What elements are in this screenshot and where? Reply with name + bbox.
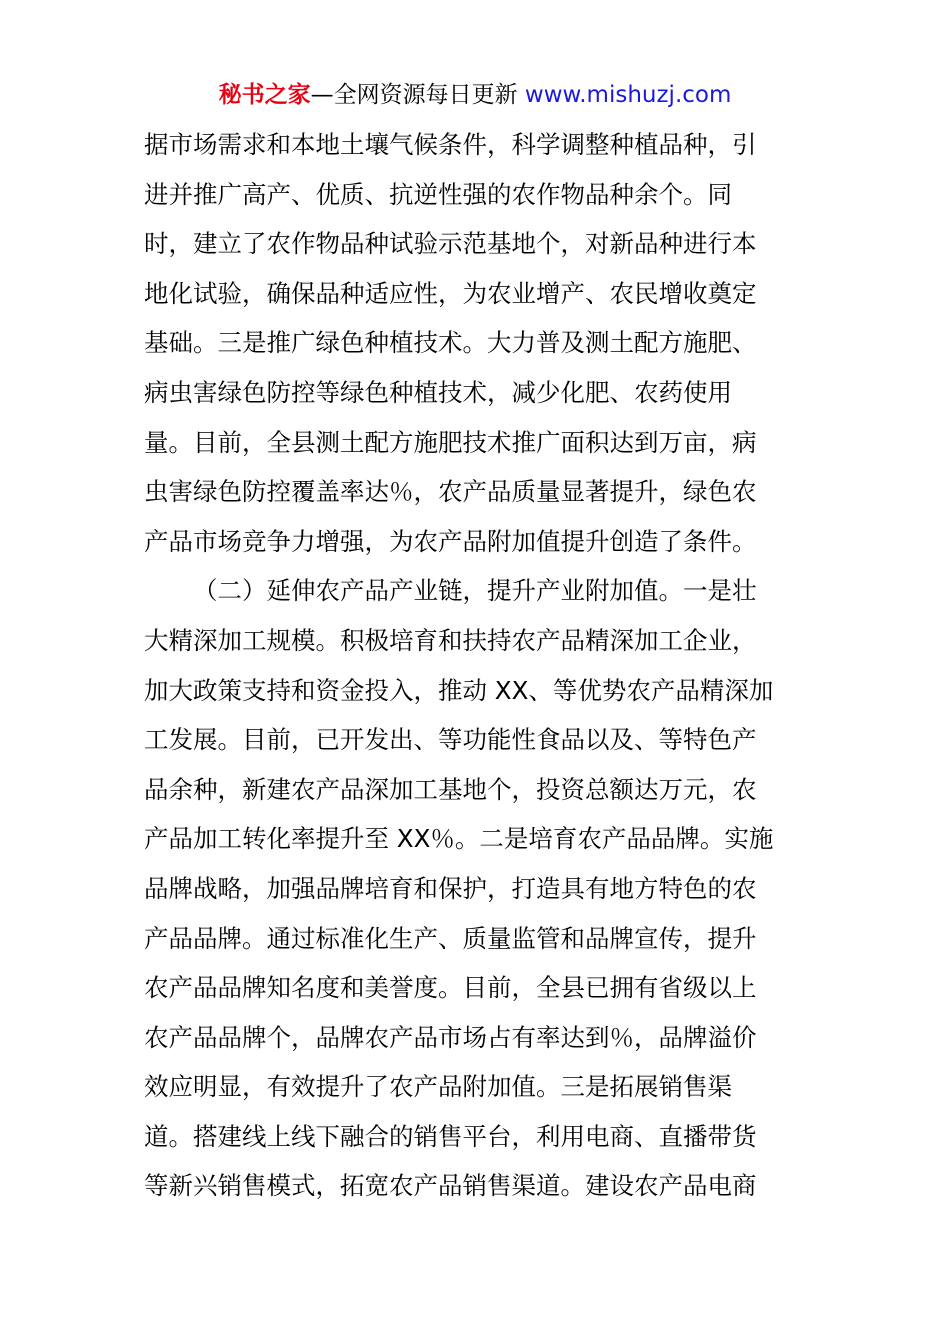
text-line: 道。搭建线上线下融合的销售平台，利用电商、直播带货: [144, 1121, 757, 1151]
text-line: 加大政策支持和资金投入，推动 XX、等优势农产品精深加: [144, 675, 774, 705]
text-line: 大精深加工规模。积极培育和扶持农产品精深加工企业，: [144, 625, 757, 655]
header-tagline: —全网资源每日更新: [310, 82, 518, 108]
header-brand: 秘书之家: [218, 82, 311, 108]
text-line: 品余种，新建农产品深加工基地个，投资总额达万元，农: [144, 774, 757, 804]
text-line: 产品品牌。通过标准化生产、质量监管和品牌宣传，提升: [144, 923, 757, 953]
text-line: 时，建立了农作物品种试验示范基地个，对新品种进行本: [144, 229, 757, 259]
document-body: [144, 120, 810, 1211]
text-line: 量。目前，全县测土配方施肥技术推广面积达到万亩，病: [144, 427, 757, 457]
text-line: 产品市场竞争力增强，为农产品附加值提升创造了条件。: [144, 526, 757, 556]
text-line: 地化试验，确保品种适应性，为农业增产、农民增收奠定: [144, 278, 757, 308]
text-line: 基础。三是推广绿色种植技术。大力普及测土配方施肥、: [144, 328, 757, 358]
header-url-link[interactable]: www.mishuzj.com: [524, 82, 732, 108]
text-line: 工发展。目前，已开发出、等功能性食品以及、等特色产: [144, 725, 757, 755]
text-line: 农产品品牌知名度和美誉度。目前，全县已拥有省级以上: [144, 973, 757, 1003]
text-line: 据市场需求和本地土壤气候条件，科学调整种植品种，引: [144, 130, 757, 159]
text-line: 农产品品牌个，品牌农产品市场占有率达到％，品牌溢价: [144, 1022, 757, 1052]
text-line: 效应明显，有效提升了农产品附加值。三是拓展销售渠: [144, 1072, 732, 1102]
section-heading-line: （二）延伸农产品产业链，提升产业附加值。一是壮: [193, 576, 757, 606]
text-line: 进并推广高产、优质、抗逆性强的农作物品种余个。同: [144, 179, 732, 209]
page-header: [0, 78, 950, 112]
text-line: 病虫害绿色防控等绿色种植技术，减少化肥、农药使用: [144, 377, 732, 407]
text-line: 等新兴销售模式，拓宽农产品销售渠道。建设农产品电商: [144, 1171, 757, 1201]
text-line: 产品加工转化率提升至 XX％。二是培育农产品品牌。实施: [144, 824, 774, 854]
text-line: 虫害绿色防控覆盖率达％，农产品质量显著提升，绿色农: [144, 477, 757, 507]
text-line: 品牌战略，加强品牌培育和保护，打造具有地方特色的农: [144, 873, 757, 903]
